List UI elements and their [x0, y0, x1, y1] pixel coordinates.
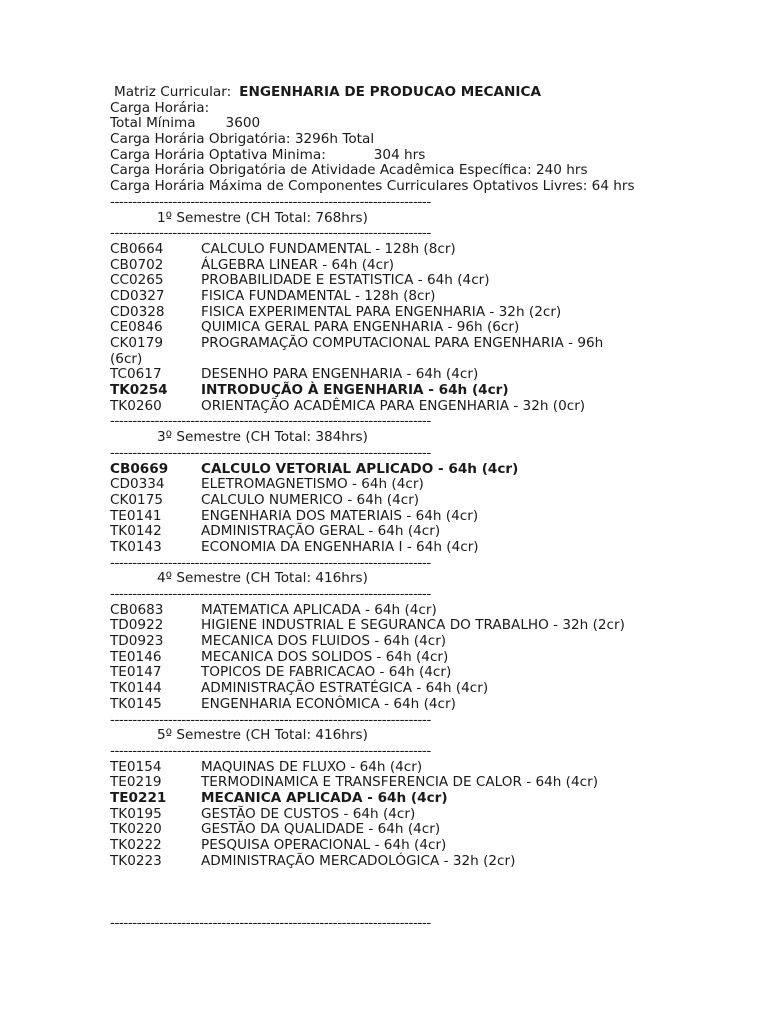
divider-line: ------------------------------------------------------------------------	[110, 712, 431, 728]
course-row	[110, 854, 710, 870]
course-name: ÁLGEBRA LINEAR - 64h (4cr)	[201, 256, 395, 273]
course-name: INTRODUÇÃO À ENGENHARIA - 64h (4cr)	[201, 382, 509, 399]
course-name: ADMINISTRAÇÃO MERCADOLÓGICA - 32h (2cr)	[201, 852, 516, 869]
course-name: PESQUISA OPERACIONAL - 64h (4cr)	[201, 837, 447, 853]
course-code: CD0328	[110, 303, 165, 320]
course-name: ADMINISTRAÇÃO GERAL - 64h (4cr)	[201, 523, 441, 540]
course-row	[110, 509, 710, 525]
total-minima-value: 3600	[225, 115, 261, 132]
course-name: ADMINISTRAÇÃO ESTRATÉGICA - 64h (4cr)	[201, 680, 489, 697]
course-row	[110, 603, 710, 619]
carga-horaria-heading: Carga Horária:	[110, 99, 210, 116]
course-name: MATEMATICA APLICADA - 64h (4cr)	[201, 601, 437, 618]
document-body	[110, 85, 710, 932]
course-row	[110, 305, 710, 321]
course-row	[110, 791, 710, 807]
carga-maxima: Carga Horária Máxima de Componentes Curriculares Optativos Livres: 64 hrs	[110, 178, 635, 195]
course-row	[110, 665, 710, 681]
course-code: CK0179	[110, 335, 164, 351]
matriz-value: ENGENHARIA DE PRODUCAO MECANICA	[239, 84, 541, 100]
course-name: FISICA FUNDAMENTAL - 128h (8cr)	[201, 287, 436, 304]
course-row	[110, 524, 710, 540]
course-row	[110, 681, 710, 697]
carga-optativa-label: Carga Horária Optativa Minima:	[110, 146, 326, 163]
course-row	[110, 273, 710, 289]
course-code: TK0260	[110, 397, 162, 414]
semester-title: 5º Semestre (CH Total: 416hrs)	[157, 727, 368, 744]
course-name: ECONOMIA DA ENGENHARIA I - 64h (4cr)	[201, 538, 479, 555]
course-name: MAQUINAS DE FLUXO - 64h (4cr)	[201, 758, 423, 775]
course-name-continuation: (6cr)	[110, 350, 143, 367]
course-code: TK0223	[110, 852, 162, 869]
course-row	[110, 650, 710, 666]
course-row	[110, 367, 710, 383]
course-code: CB0702	[110, 256, 164, 273]
course-name: TERMODINAMICA E TRANSFERENCIA DE CALOR - 64h (4cr)	[201, 774, 598, 791]
course-row	[110, 697, 710, 713]
total-minima-row	[110, 116, 710, 132]
course-row	[110, 289, 710, 305]
course-code: TK0254	[110, 382, 168, 399]
course-name: GESTÃO DE CUSTOS - 64h (4cr)	[201, 805, 416, 822]
course-name: CALCULO FUNDAMENTAL - 128h (8cr)	[201, 240, 456, 257]
course-code: TK0195	[110, 805, 162, 822]
course-name: ENGENHARIA ECONÔMICA - 64h (4cr)	[201, 695, 456, 712]
course-code: CB0683	[110, 601, 164, 618]
course-code: TD0923	[110, 633, 164, 650]
course-name: PROBABILIDADE E ESTATISTICA - 64h (4cr)	[201, 272, 490, 289]
course-name: FISICA EXPERIMENTAL PARA ENGENHARIA - 32h (2cr)	[201, 303, 562, 320]
course-row	[110, 336, 710, 352]
course-code: CE0846	[110, 319, 163, 336]
total-minima-label: Total Mínima	[110, 115, 196, 132]
course-code: CD0327	[110, 287, 165, 304]
course-code: TD0922	[110, 617, 164, 634]
blank-space	[110, 869, 710, 916]
divider-line: ------------------------------------------------------------------------	[110, 226, 431, 242]
course-name: MECANICA APLICADA - 64h (4cr)	[201, 789, 448, 806]
course-row	[110, 477, 710, 493]
carga-optativa-row	[110, 148, 710, 164]
course-name: MECANICA DOS SOLIDOS - 64h (4cr)	[201, 648, 449, 665]
curriculum-title	[110, 85, 710, 101]
semester-title: 1º Semestre (CH Total: 768hrs)	[157, 209, 368, 226]
course-name: MECANICA DOS FLUIDOS - 64h (4cr)	[201, 633, 447, 650]
course-code: TC0617	[110, 366, 162, 383]
course-code: TK0143	[110, 538, 162, 555]
course-code: TK0144	[110, 680, 162, 697]
carga-atividade: Carga Horária Obrigatória de Atividade Acadêmica Específica: 240 hrs	[110, 162, 588, 179]
course-code: CD0334	[110, 476, 165, 493]
matriz-label: Matriz Curricular:	[114, 84, 232, 100]
course-name: ORIENTAÇÃO ACADÊMICA PARA ENGENHARIA - 32h (0cr)	[201, 397, 586, 414]
course-row	[110, 242, 710, 258]
course-row	[110, 807, 710, 823]
course-row	[110, 258, 710, 274]
course-name: QUIMICA GERAL PARA ENGENHARIA - 96h (6cr)	[201, 319, 520, 336]
divider-line: ------------------------------------------------------------------------	[110, 414, 431, 430]
course-code: TE0146	[110, 648, 162, 665]
divider-line: ------------------------------------------------------------------------	[110, 445, 431, 461]
course-row	[110, 540, 710, 556]
carga-obrigatoria: Carga Horária Obrigatória: 3296h Total	[110, 131, 375, 148]
course-name: CALCULO NUMERICO - 64h (4cr)	[201, 491, 420, 508]
divider-line: ------------------------------------------------------------------------	[110, 555, 431, 571]
course-row	[110, 383, 710, 399]
course-row	[110, 822, 710, 838]
course-row	[110, 618, 710, 634]
course-code: CB0669	[110, 460, 169, 477]
course-row	[110, 838, 710, 854]
course-code: CB0664	[110, 240, 164, 257]
semester-list	[110, 195, 710, 870]
carga-optativa-value: 304 hrs	[373, 146, 426, 163]
course-code: TK0220	[110, 821, 162, 838]
divider-line: ------------------------------------------------------------------------	[110, 194, 431, 210]
course-name: HIGIENE INDUSTRIAL E SEGURANCA DO TRABALHO - 32h (2cr)	[201, 617, 625, 634]
course-row	[110, 462, 710, 478]
course-name: ELETROMAGNETISMO - 64h (4cr)	[201, 476, 424, 493]
course-code: TE0154	[110, 758, 162, 775]
divider-line: ------------------------------------------------------------------------	[110, 743, 431, 759]
course-row	[110, 493, 710, 509]
course-row	[110, 634, 710, 650]
divider-line: ------------------------------------------------------------------------	[110, 587, 431, 602]
course-row	[110, 760, 710, 776]
course-code: TE0141	[110, 507, 162, 524]
course-row	[110, 399, 710, 415]
course-code: CK0175	[110, 491, 164, 508]
semester-title: 4º Semestre (CH Total: 416hrs)	[157, 570, 368, 587]
course-code: TE0219	[110, 774, 162, 791]
course-code: TK0145	[110, 695, 162, 712]
course-code: CC0265	[110, 272, 164, 289]
course-name: PROGRAMAÇÃO COMPUTACIONAL PARA ENGENHARIA - 96h	[201, 335, 604, 351]
course-row	[110, 775, 710, 791]
divider-line: ------------------------------------------------------------------------	[110, 916, 431, 932]
course-name: DESENHO PARA ENGENHARIA - 64h (4cr)	[201, 366, 479, 383]
course-code: TE0221	[110, 789, 167, 806]
course-name: TOPICOS DE FABRICACAO - 64h (4cr)	[201, 664, 452, 681]
course-name: CALCULO VETORIAL APLICADO - 64h (4cr)	[201, 460, 519, 477]
semester-title: 3º Semestre (CH Total: 384hrs)	[157, 429, 368, 446]
course-row	[110, 320, 710, 336]
course-code: TK0222	[110, 837, 162, 853]
course-code: TE0147	[110, 664, 162, 681]
course-name: ENGENHARIA DOS MATERIAIS - 64h (4cr)	[201, 507, 479, 524]
course-code: TK0142	[110, 523, 162, 540]
course-name: GESTÃO DA QUALIDADE - 64h (4cr)	[201, 821, 441, 838]
